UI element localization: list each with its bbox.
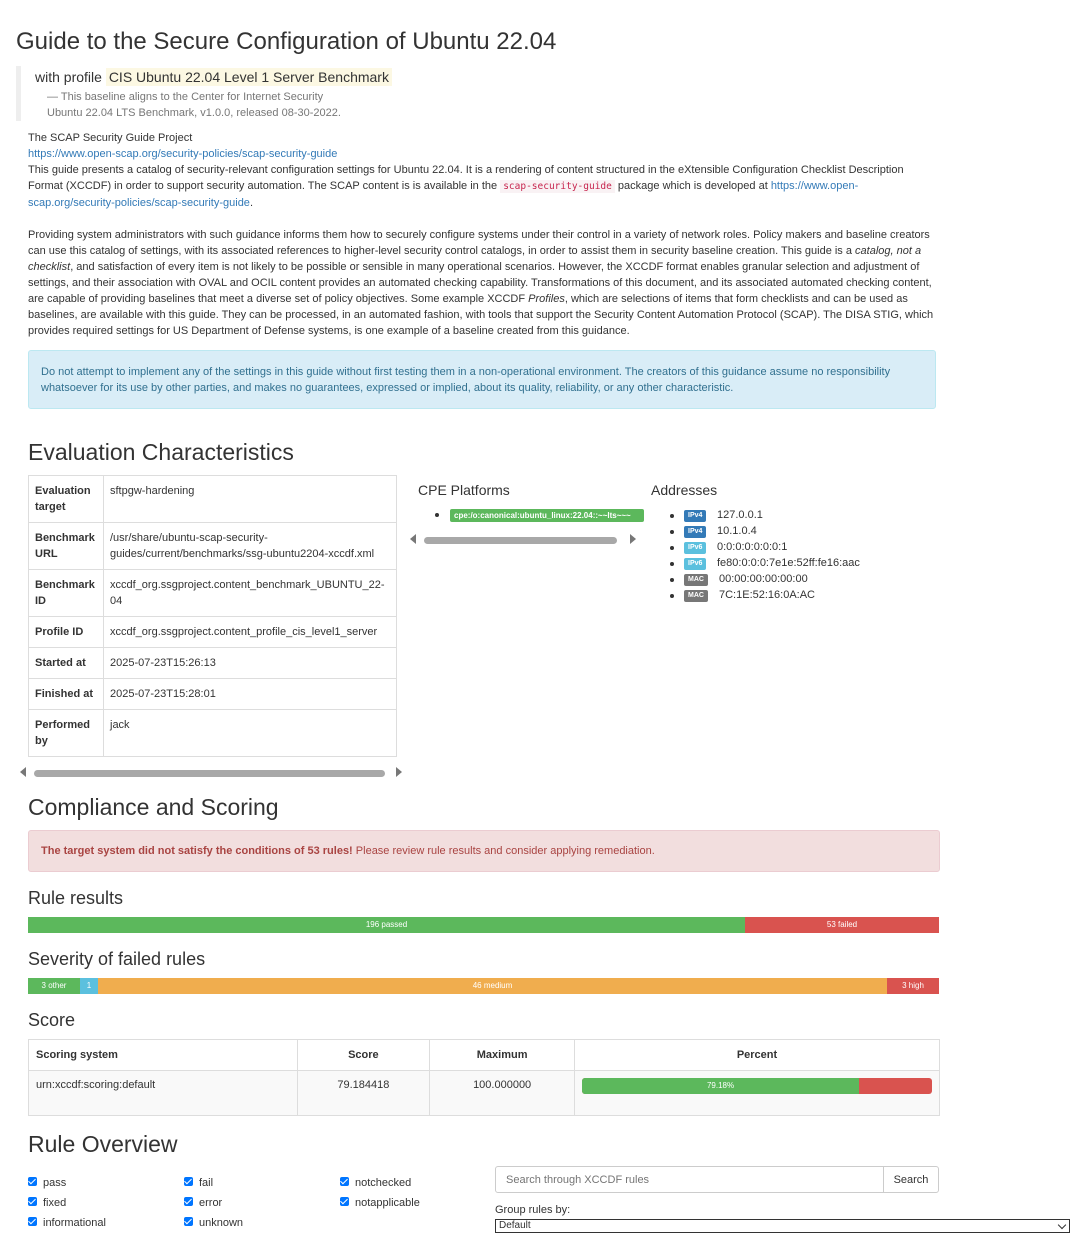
- address-value: 10.1.0.4: [717, 525, 757, 537]
- filter-label: error: [199, 1197, 223, 1209]
- bullet: [670, 530, 674, 534]
- severity-high-segment: 3 high: [887, 978, 939, 994]
- maximum-value: 100.000000: [430, 1071, 575, 1116]
- score-col-maximum: Maximum: [430, 1040, 575, 1071]
- profile-prefix: with profile: [35, 69, 102, 85]
- alert-text: Please review rule results and consider applying remediation.: [352, 845, 655, 857]
- intro-paragraph-2: [28, 227, 940, 339]
- profile-line: [35, 69, 595, 85]
- intro-text: package which is developed at: [614, 180, 771, 192]
- severity-low-segment: 1: [80, 978, 98, 994]
- profile-desc-line2: Ubuntu 22.04 LTS Benchmark, v1.0.0, released 08-30-2022.: [47, 107, 341, 119]
- severity-medium-segment: 46 medium: [98, 978, 887, 994]
- address-value: 00:00:00:00:00:00: [719, 573, 808, 585]
- evaluation-row: [29, 648, 397, 679]
- rule-overview-heading: Rule Overview: [28, 1131, 178, 1157]
- severity-bar: [28, 978, 939, 994]
- search-button[interactable]: Search: [883, 1166, 939, 1193]
- evaluation-value: jack: [104, 710, 397, 757]
- evaluation-key: Evaluation target: [29, 476, 104, 523]
- checkbox[interactable]: [184, 1217, 193, 1226]
- profile-block: [16, 66, 595, 121]
- evaluation-value: 2025-07-23T15:28:01: [104, 679, 397, 710]
- intro-text: , which are selections of items that form checklists and can be used as baselines, are available with this guide. They can be processed, in an automated fashion, with tools that support the Security Content Automation Protocol (SCAP). The DISA STIG, which provides required settings for US Department of Defense systems, is one example of a baseline created from this guidance.: [28, 293, 934, 337]
- scroll-left-icon[interactable]: [20, 767, 26, 777]
- profile-desc-line1: — This baseline aligns to the Center for Internet Security: [47, 91, 324, 103]
- intro-text: This guide presents a catalog of security-relevant configuration settings for Ubuntu 22.04. It is a rendering of content structured in the eXtensible Configuration Checklist Description Format (XCCDF) in order to support security automation. The SCAP content is is available in the: [28, 164, 904, 192]
- evaluation-key: Benchmark URL: [29, 523, 104, 570]
- evaluation-table: [28, 475, 397, 757]
- scroll-thumb[interactable]: [34, 770, 385, 777]
- severity-other-segment: 3 other: [28, 978, 80, 994]
- score-col-system: Scoring system: [29, 1040, 298, 1071]
- bullet: [670, 578, 674, 582]
- group-rules-value: Default: [499, 1220, 531, 1231]
- address-value: 0:0:0:0:0:0:0:1: [717, 541, 788, 553]
- percent-fill: 79.18%: [582, 1078, 859, 1094]
- score-col-score: Score: [297, 1040, 430, 1071]
- scoring-system: urn:xccdf:scoring:default: [29, 1071, 298, 1116]
- project-link[interactable]: https://www.open-scap.org/security-policies/scap-security-guide: [28, 148, 338, 160]
- bullet: [435, 513, 439, 517]
- evaluation-key: Profile ID: [29, 617, 104, 648]
- evaluation-row: [29, 617, 397, 648]
- intro-text: , and satisfaction of every item is not likely to be possible or sensible in many operational scenarios. However, the XCCDF format enables granular selection and adjustment of settings, and their association with OVAL and OCIL content provides an automated checking capability. Transformations of this document, and its associated automated checking content, are capable of providing baselines that meet a diverse set of policy objectives. Some example XCCDF: [28, 261, 932, 305]
- package-link[interactable]: https://www.open-scap.org/security-policies/scap-security-guide: [28, 180, 859, 209]
- package-code: scap-security-guide: [500, 180, 615, 193]
- evaluation-key: Performed by: [29, 710, 104, 757]
- alert-bold-text: The target system did not satisfy the conditions of 53 rules!: [41, 845, 353, 857]
- compliance-heading: Compliance and Scoring: [28, 794, 279, 820]
- profile-description: [47, 89, 595, 121]
- intro-emphasis: Profiles: [528, 293, 565, 305]
- evaluation-row: [29, 476, 397, 523]
- evaluation-row: [29, 679, 397, 710]
- cpe-scrollbar[interactable]: [410, 533, 636, 545]
- address-type-badge: MAC: [684, 574, 708, 586]
- score-value: 79.184418: [297, 1071, 430, 1116]
- cpe-label: cpe:/o:canonical:ubuntu_linux:22.04::~~lts~~~: [450, 509, 644, 522]
- filter-label: pass: [43, 1177, 67, 1189]
- score-heading: Score: [28, 1010, 76, 1030]
- bullet: [670, 514, 674, 518]
- evaluation-heading: Evaluation Characteristics: [28, 439, 294, 465]
- intro-emphasis: catalog, not a checklist: [28, 245, 922, 273]
- filter-label: notapplicable: [355, 1197, 420, 1209]
- page-title: Guide to the Secure Configuration of Ubuntu 22.04: [16, 28, 557, 55]
- filter-label: unknown: [199, 1217, 244, 1229]
- evaluation-key: Finished at: [29, 679, 104, 710]
- group-rules-label: Group rules by:: [495, 1204, 571, 1216]
- filter-label: fixed: [43, 1197, 67, 1209]
- address-type-badge: IPv6: [684, 542, 706, 554]
- address-value: fe80:0:0:0:7e1e:52ff:fe16:aac: [717, 557, 860, 569]
- checkbox[interactable]: [184, 1197, 193, 1206]
- profile-name: CIS Ubuntu 22.04 Level 1 Server Benchmark: [106, 68, 392, 86]
- checkbox[interactable]: [28, 1197, 37, 1206]
- score-table: [28, 1039, 940, 1116]
- percent-bar: [582, 1078, 932, 1094]
- address-value: 127.0.0.1: [717, 509, 763, 521]
- address-value: 7C:1E:52:16:0A:AC: [719, 589, 816, 601]
- evaluation-value: xccdf_org.ssgproject.content_benchmark_UBUNTU_22-04: [104, 570, 397, 617]
- rule-results-heading: Rule results: [28, 888, 124, 908]
- chevron-down-icon: [1058, 1221, 1066, 1229]
- evaluation-value: /usr/share/ubuntu-scap-security-guides/current/benchmarks/ssg-ubuntu2204-xccdf.xml: [104, 523, 397, 570]
- score-row: [29, 1071, 940, 1116]
- evaluation-row: [29, 523, 397, 570]
- evaluation-key: Benchmark ID: [29, 570, 104, 617]
- passed-segment: 196 passed: [28, 917, 745, 933]
- evaluation-key: Started at: [29, 648, 104, 679]
- scroll-right-icon[interactable]: [396, 767, 402, 777]
- evaluation-value: xccdf_org.ssgproject.content_profile_cis_level1_server: [104, 617, 397, 648]
- filter-label: notchecked: [355, 1177, 412, 1189]
- intro-section: [28, 130, 940, 339]
- checkbox[interactable]: [28, 1217, 37, 1226]
- score-col-percent: Percent: [575, 1040, 940, 1071]
- failed-segment: 53 failed: [745, 917, 939, 933]
- evaluation-value: sftpgw-hardening: [104, 476, 397, 523]
- bullet: [670, 546, 674, 550]
- rule-results-bar: [28, 917, 939, 933]
- scroll-thumb[interactable]: [424, 537, 617, 544]
- checkbox[interactable]: [28, 1177, 37, 1186]
- compliance-alert: [28, 830, 940, 872]
- evaluation-value: 2025-07-23T15:26:13: [104, 648, 397, 679]
- search-input[interactable]: [495, 1166, 884, 1193]
- cpe-heading: CPE Platforms: [418, 482, 510, 498]
- severity-heading: Severity of failed rules: [28, 949, 206, 969]
- filter-label: informational: [43, 1217, 106, 1229]
- intro-paragraph-1: [28, 162, 940, 211]
- percent-cell: [575, 1071, 940, 1116]
- address-type-badge: IPv4: [684, 510, 706, 522]
- address-type-badge: IPv4: [684, 526, 706, 538]
- warning-alert: Do not attempt to implement any of the settings in this guide without first testing them in a non-operational environment. The creators of this guidance assume no responsibility whatsoever for its use by other parties, and makes no guarantees, expressed or implied, about its quality, reliability, or any other characteristic.: [28, 350, 936, 409]
- score-header-row: [29, 1040, 940, 1071]
- checkbox[interactable]: [340, 1177, 349, 1186]
- evaluation-scrollbar[interactable]: [20, 766, 402, 778]
- address-type-badge: IPv6: [684, 558, 706, 570]
- checkbox[interactable]: [184, 1177, 193, 1186]
- project-name: The SCAP Security Guide Project: [28, 132, 193, 144]
- scroll-right-icon[interactable]: [630, 534, 636, 544]
- intro-text: .: [249, 197, 253, 209]
- intro-text: Providing system administrators with such guidance informs them how to securely configure systems under their control in a variety of network roles. Policy makers and baseline creators can use this catalog of settings, with its associated references to higher-level security control catalogs, in order to assist them in security baseline creation. This guide is a: [28, 229, 930, 257]
- evaluation-row: [29, 570, 397, 617]
- evaluation-row: [29, 710, 397, 757]
- group-rules-select[interactable]: [495, 1219, 1070, 1233]
- addresses-heading: Addresses: [651, 482, 718, 498]
- scroll-left-icon[interactable]: [410, 534, 416, 544]
- address-type-badge: MAC: [684, 590, 708, 602]
- rule-search: [495, 1166, 939, 1193]
- bullet: [670, 594, 674, 598]
- checkbox[interactable]: [340, 1197, 349, 1206]
- bullet: [670, 562, 674, 566]
- filter-label: fail: [199, 1177, 214, 1189]
